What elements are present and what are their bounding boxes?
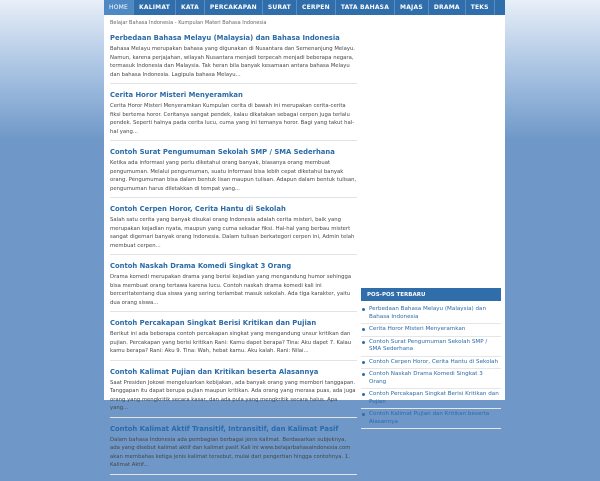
recent-post-link[interactable] — [361, 358, 501, 370]
nav-surat[interactable]: SURAT — [263, 0, 297, 15]
bullet-icon — [362, 393, 365, 396]
post-item — [110, 147, 357, 198]
post-item — [110, 424, 357, 475]
nav-drama[interactable]: DRAMA — [429, 0, 466, 15]
post-excerpt: Bahasa Melayu merupakan bahasa yang digunakan di Nusantara dan Semenanjung Melayu. Namun, karena perjajahan, wilayah Nusantara menjadi terpecah menjadi beberapa negara, termasuk Indonesia dan Malaysia. Tak heran bila banyak kesamaan antara bahasa Melayu dan bahasa Indonesia. Lagipula bahasa Melayu... — [110, 46, 356, 78]
post-excerpt: Dalam bahasa Indonesia ada pembagian berbagai jenis kalimat. Berdasarkan subjeknya, ada yang disebut kalimat aktif dan kalimat pasif. Kali ini www.belajarbahasaindonesia.com akan membahas ketiga jenis kalimat tersebut, mulai dari pengertian hingga contohnya. 1. Kalimat Aktif... — [110, 436, 351, 468]
post-excerpt: Salah satu cerita yang banyak disukai orang Indonesia adalah cerita misteri, baik yang merupakan kejadian nyata, maupun yang cuma sekadar fiksi. Hal-hal yang berbau mistert sangat digemari banyak orang Indonesia. Dalam tulisan berkategori cerpen ini, Admin telah membuat cerpen... — [110, 217, 355, 249]
post-title-link[interactable]: Contoh Naskah Drama Komedi Singkat 3 Orang — [110, 262, 292, 270]
bullet-icon — [362, 308, 365, 311]
post-item — [110, 367, 357, 418]
nav-percakapan[interactable]: PERCAKAPAN — [205, 0, 263, 15]
post-title-link[interactable]: Perbedaan Bahasa Melayu (Malaysia) dan Bahasa Indonesia — [110, 34, 340, 42]
recent-post-link[interactable] — [361, 410, 501, 429]
recent-post-link[interactable] — [361, 390, 501, 409]
post-excerpt: Saat Presiden Jokowi mengeluarkan kebijakan, ada banyak orang yang memberi tanggapan. Tanggapan itu dapat berupa pujian maupun kritikan. Ada orang yang merasa puas, ada juga orang yang mengkritik secara kasar, dan ada pula yang mengkritik secara halus. Apa yang... — [110, 379, 356, 411]
post-excerpt: Berikut ini ada beberapa contoh percakapan singkat yang mengandung unsur kritikan dan pujian. Percakapan yang berisi kritikan Rani: Kamu dapet berapa? Tina: Aku dapet 7. Kalau kamu berapa? Rani: Aku 9. Tina: Wah, hebat kamu. Aku kalah. Rani: Nilai... — [110, 331, 352, 354]
post-title-link[interactable]: Contoh Kalimat Pujian dan Kritikan beserta Alasannya — [110, 367, 319, 376]
post-title-link[interactable]: Cerita Horor Misteri Menyeramkan — [110, 91, 243, 99]
post-excerpt: Ketika ada informasi yang perlu diketahui orang banyak, biasanya orang membuat pengumuman. Melalui pengumuman, suatu informasi bisa lebih cepat diketahui banyak orang. Pengumuman bisa dalam bentuk lisan maupun tulisan. Adapun dalam bentuk tulisan, pengumuman harus diletakkan di tempat yang... — [110, 160, 357, 192]
nav-cerpen[interactable]: CERPEN — [297, 0, 336, 15]
nav-tata-bahasa[interactable]: TATA BAHASA — [336, 0, 395, 15]
bullet-icon — [362, 328, 365, 331]
widget-header: POS-POS TERBARU — [361, 288, 501, 301]
recent-post-label: Contoh Cerpen Horor, Cerita Hantu di Sekolah — [369, 358, 499, 365]
recent-posts-list — [361, 305, 501, 429]
recent-post-label: Contoh Naskah Drama Komedi Singkat 3 Orang — [369, 371, 483, 385]
nav-kata[interactable]: KATA — [176, 0, 205, 15]
recent-post-link[interactable] — [361, 325, 501, 337]
recent-post-link[interactable] — [361, 338, 501, 357]
post-item — [110, 33, 357, 84]
recent-posts-widget — [361, 288, 501, 430]
post-item — [110, 90, 357, 141]
post-title-link[interactable]: Contoh Percakapan Singkat Berisi Kritikan dan Pujian — [110, 319, 317, 327]
recent-post-label: Cerita Horor Misteri Menyeramkan — [369, 326, 466, 332]
recent-post-link[interactable] — [361, 305, 501, 324]
nav-teks[interactable]: TEKS — [466, 0, 495, 15]
post-title-link[interactable]: Contoh Cerpen Horor, Cerita Hantu di Sekolah — [110, 205, 286, 213]
post-excerpt: Drama komedi merupakan drama yang berisi kejadian yang mengandung humor sehingga bisa membuat orang tertawa karena lucu. Contoh naskah drama komedi kali ini berceritatentang dua siswa yang sering terlambat masuk sekolah. Ada tiga karakter, yaitu dua orang siswa... — [110, 274, 352, 306]
recent-post-link[interactable] — [361, 370, 501, 389]
recent-post-label: Contoh Kalimat Pujian dan Kritikan beserta Alasannya — [369, 411, 490, 425]
post-list — [110, 33, 357, 481]
bullet-icon — [362, 373, 365, 376]
post-item — [110, 261, 357, 312]
recent-post-label: Contoh Surat Pengumuman Sekolah SMP / SMA Sederhana — [369, 338, 488, 352]
nav-kalimat[interactable]: KALIMAT — [134, 0, 176, 15]
nav-home[interactable]: HOME — [104, 0, 134, 15]
breadcrumb: Belajar Bahasa Indonesia - Kumpulan Materi Bahasa Indonesia — [110, 20, 267, 26]
bullet-icon — [362, 361, 365, 364]
post-item — [110, 318, 357, 361]
nav-majas[interactable]: MAJAS — [395, 0, 429, 15]
recent-post-label: Perbedaan Bahasa Melayu (Malaysia) dan Bahasa Indonesia — [369, 306, 486, 320]
post-item — [110, 204, 357, 255]
post-title-link[interactable]: Contoh Surat Pengumuman Sekolah SMP / SMA Sederhana — [110, 148, 335, 156]
top-navbar — [104, 0, 505, 15]
post-excerpt: Cerita Horor Misteri Menyeramkan Kumpulan cerita di bawah ini merupakan cerita-cerita fiksi bertema horor. Ceritanya sangat pendek, kalau dikatakan sebagai cerpen juga terlalu pendek. Seperti halnya pada cerita lucu, cuma yang ini temanya horor. Bagi yang takut hal-hal yang... — [110, 103, 355, 135]
bullet-icon — [362, 341, 365, 344]
bullet-icon — [362, 413, 365, 416]
post-title-link[interactable]: Contoh Kalimat Aktif Transitif, Intransitif, dan Kalimat Pasif — [110, 424, 339, 433]
recent-post-label: Contoh Percakapan Singkat Berisi Kritikan dan Pujian — [369, 391, 499, 405]
